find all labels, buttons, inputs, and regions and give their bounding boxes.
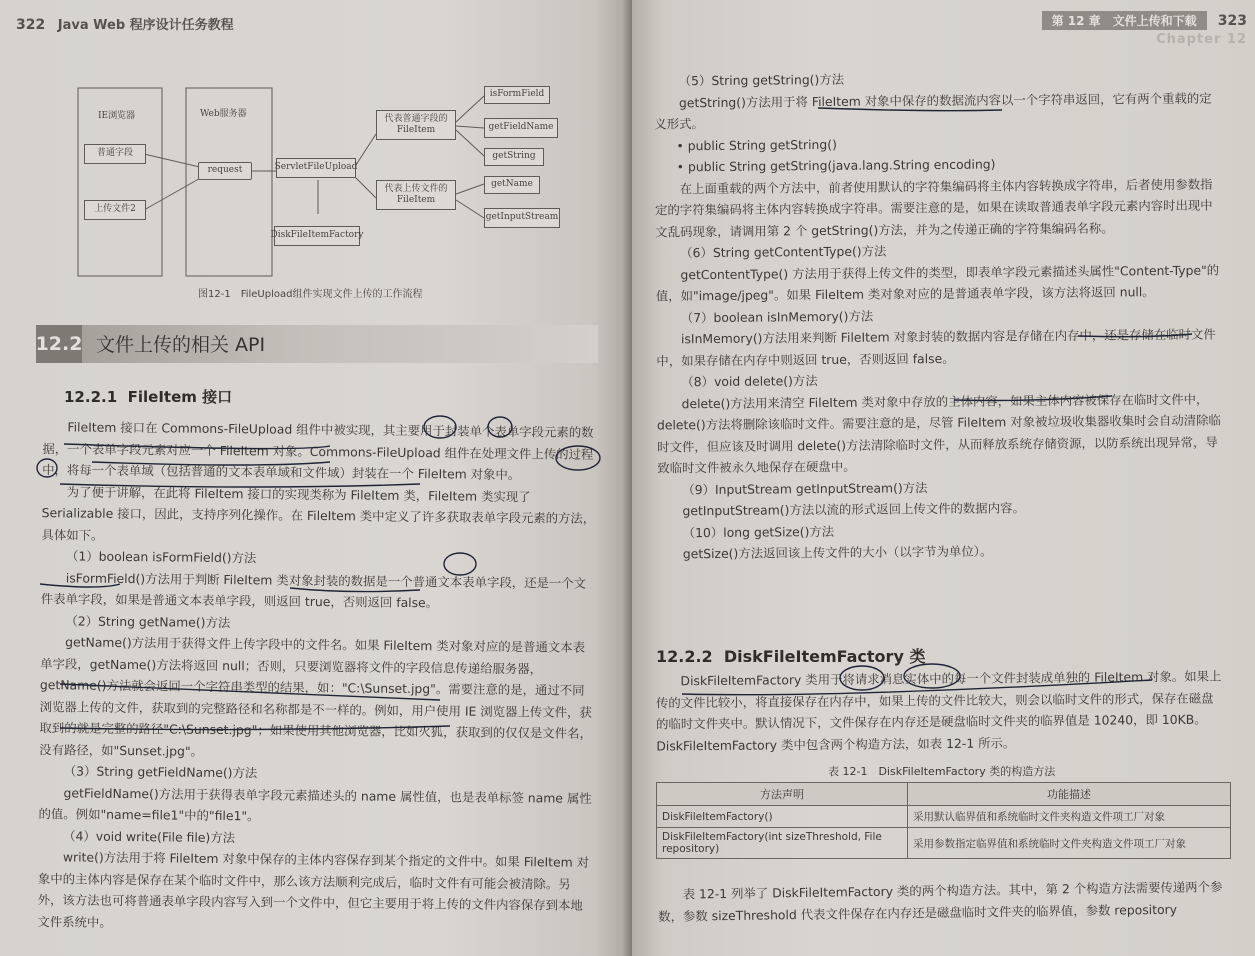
table-closing (658, 876, 1231, 927)
table-header: 功能描述 (908, 783, 1231, 806)
method-text: delete()方法用来清空 FileItem 类对象中存放的主体内容，如果主体内容被保存在临时文件中，delete()方法将删除该临时文件。需要注意的是，尽管 FileItem 对象被垃圾收集器收集时会自动清除临时文件，但应该及时调用 delete()方法清除临时文件，从而释放系统存储资源，以防系统出现异常，导致临时文件被永久地保存在硬盘中。 (656, 391, 1221, 476)
method-isformfield-box: isFormField (484, 86, 550, 104)
table-header: 方法声明 (657, 783, 908, 806)
upload-flow-diagram (72, 76, 572, 286)
left-page-number: 322 (16, 17, 46, 33)
method-heading: （10）long getSize()方法 (682, 523, 835, 540)
method-heading: （9）InputStream getInputStream()方法 (682, 479, 928, 497)
section-title: 文件上传的相关 API (96, 334, 266, 356)
method-heading: （1）boolean isFormField()方法 (65, 548, 257, 566)
table-cell: 采用默认临界值和系统临时文件夹构造文件项工厂对象 (908, 806, 1231, 828)
method-text: isFormField()方法用于判断 FileItem 类对象封装的数据是一个普通文本表单字段，还是一个文件表单字段，如果是普通文本表单字段，则返回 true，否则返回 false。 (40, 569, 587, 611)
overload-2: • public String getString(java.lang.String encoding) (676, 156, 996, 175)
fileitem-class-intro: 为了便于讲解，在此将 FileItem 接口的实现类称为 FileItem 类，FileItem 类实现了 Serializable 接口，因此，支持序列化操作。在 FileItem 类中定义了许多获取表单字段元素的方法，具体如下。 (41, 483, 596, 543)
subsection-title: FileItem 接口 (127, 388, 233, 406)
method-text: getFieldName()方法用于获得表单字段元素描述头的 name 属性值，也是表单标签 name 属性的值。例如"name=file1"中的"file1"。 (38, 784, 592, 824)
method-heading: （8）void delete()方法 (681, 373, 818, 390)
factory-intro (656, 666, 1223, 757)
method-text: write()方法用于将 FileItem 对象中保存的主体内容保存到某个指定的文件中。如果 FileItem 对象中的主体内容是保存在某个临时文件中，那么该方法顺利完成后，临时文件有可能会被清除。另外，该方法也可将普通表单字段内容写入到一个文件中，但它主要用于将上传的文件内容保存到本地文件系统中。 (37, 849, 590, 930)
chapter-label: 第 12 章 文件上传和下载 (1042, 11, 1207, 30)
right-page-header (1042, 10, 1247, 47)
method-text: getName()方法用于获得文件上传字段中的文件名。如果 FileItem 类对象对应的是普通文本表单字段，getName()方法将返回 null；否则，只要浏览器将文件的字段信息传递给服务器，getName()方法就会返回一个字符串类型的结果，如："C:\Sunset.jpg"。需要注意的是，通过不同浏览器上传的文件，获取到的完整路径和名称都是不一样的。例如，用户使用 IE 浏览器上传文件，获取到的就是完整的路径"C:\Sunset.jpg"；如果使用其他浏览器，比如火狐，获取到的仅仅是文件名，没有路径，如"Sunset.jpg"。 (39, 634, 592, 759)
overload-signature: public String getString() (687, 136, 837, 153)
subsection-number: 12.2.1 (64, 388, 118, 406)
figure-caption: 图12-1 FileUpload组件实现文件上传的工作流程 (198, 289, 423, 300)
file-field-fileitem-box: 代表上传文件的 FileItem (376, 180, 456, 210)
method-text: getSize()方法返回该上传文件的大小（以字节为单位）。 (682, 543, 993, 562)
fileitem-intro: FileItem 接口在 Commons-FileUpload 组件中被实现，其主要用于封装单个表单字段元素的数据，一个表单字段元素对应一个 FileItem 对象。Commons-FileUpload 组件在处理文件上传的过程中，将每一个表单域（包括普通的文本表单域和文件域）封装在一个 FileItem 对象中。 (42, 419, 594, 483)
method-heading: （5）String getString()方法 (678, 71, 845, 89)
right-page-number: 323 (1217, 13, 1247, 29)
server-column-label: Web服务器 (200, 109, 247, 119)
table-closing-text: 表 12-1 列举了 DiskFileItemFactory 类的两个构造方法。其中，第 2 个构造方法需要传递两个参数，参数 sizeThreshold 代表文件保存在内存还是磁盘临时文件夹的临界值，参数 repository (658, 879, 1223, 924)
factory-intro-text: DiskFileItemFactory 类用于将请求消息实体中的每一个文件封装成单独的 FileItem 对象。如果上传的文件比较小，将直接保存在内存中，如果上传的文件比较大，则会以临时文件的形式，保存在磁盘的临时文件夹中。默认情况下，文件保存在内存还是硬盘临时文件夹的临界值是 10240，即 10KB。DiskFileItemFactory 类中包含两个构造方法，如表 12-1 所示。 (655, 668, 1222, 753)
constructor-table (656, 782, 1231, 859)
method-heading: （4）void write(File file)方法 (63, 827, 236, 845)
overload-note: 在上面重载的两个方法中，前者使用默认的字符集编码将主体内容转换成字符串，后者使用参数指定的字符集编码将主体内容转换成字符串。需要注意的是，如果在读取普通表单字段元素内容时出现中文乱码现象，请调用第 2 个 getString()方法，并为之传递正确的字符集编码名称。 (655, 176, 1213, 239)
method-heading: （2）String getName()方法 (65, 612, 231, 630)
browser-column-label: IE浏览器 (98, 111, 136, 121)
method-getstring-box: getString (484, 148, 544, 166)
table-caption: 表 12-1 DiskFileItemFactory 类的构造方法 (828, 765, 1056, 778)
method-getname-box: getName (484, 176, 540, 194)
subsection-title: DiskFileItemFactory 类 (723, 647, 926, 666)
table-cell: DiskFileItemFactory(int sizeThreshold, File repository) (657, 828, 908, 859)
disk-file-item-factory-box: DiskFileItemFactory (274, 226, 360, 246)
method-text: getContentType() 方法用于获得上传文件的类型，即表单字段元素描述头属性"Content-Type"的值，如"image/jpeg"。如果 FileItem 类对象对应的是普通表单字段，该方法将返回 null。 (655, 262, 1220, 304)
method-heading: （7）boolean isInMemory()方法 (680, 308, 874, 325)
request-box: request (198, 162, 252, 180)
normal-field-box: 普通字段 (84, 144, 146, 164)
left-body (37, 416, 598, 938)
method-getfieldname-box: getFieldName (484, 118, 558, 138)
table-header-row (657, 783, 1231, 806)
overload-1: • public String getString() (676, 136, 837, 153)
method-getinputstream-box: getInputStream (484, 208, 560, 228)
method-text: getString()方法用于将 FileItem 对象中保存的数据流内容以一个字符串返回，它有两个重载的定义形式。 (654, 90, 1212, 132)
normal-field-fileitem-box: 代表普通字段的 FileItem (376, 110, 456, 140)
chapter-english-label: Chapter 12 (1156, 32, 1247, 47)
upload-file-box: 上传文件2 (84, 200, 146, 220)
method-heading: （3）String getFieldName()方法 (63, 763, 258, 781)
method-heading: （6）String getContentType()方法 (680, 243, 887, 261)
section-number: 12.2 (36, 325, 82, 363)
method-text: isInMemory()方法用来判断 FileItem 对象封装的数据内容是存储在内存中，还是存储在临时文件中，如果存储在内存中则返回 true，否则返回 false。 (656, 326, 1216, 368)
subsection-number: 12.2.2 (656, 647, 713, 666)
servlet-file-upload-box: ServletFileUpload (276, 158, 356, 178)
table-cell: 采用参数指定临界值和系统临时文件夹构造文件项工厂对象 (908, 828, 1231, 859)
method-text: getInputStream()方法以流的形式返回上传文件的数据内容。 (682, 500, 1025, 519)
table-row (657, 806, 1231, 828)
table-row (657, 828, 1231, 859)
overload-signature: public String getString(java.lang.String encoding) (687, 156, 996, 175)
table-cell: DiskFileItemFactory() (657, 806, 908, 828)
right-body-top (654, 66, 1224, 565)
subsection-12-2-2 (656, 644, 925, 667)
subsection-12-2-1 (64, 386, 232, 407)
left-page-header (16, 14, 234, 33)
book-title: Java Web 程序设计任务教程 (57, 18, 234, 33)
